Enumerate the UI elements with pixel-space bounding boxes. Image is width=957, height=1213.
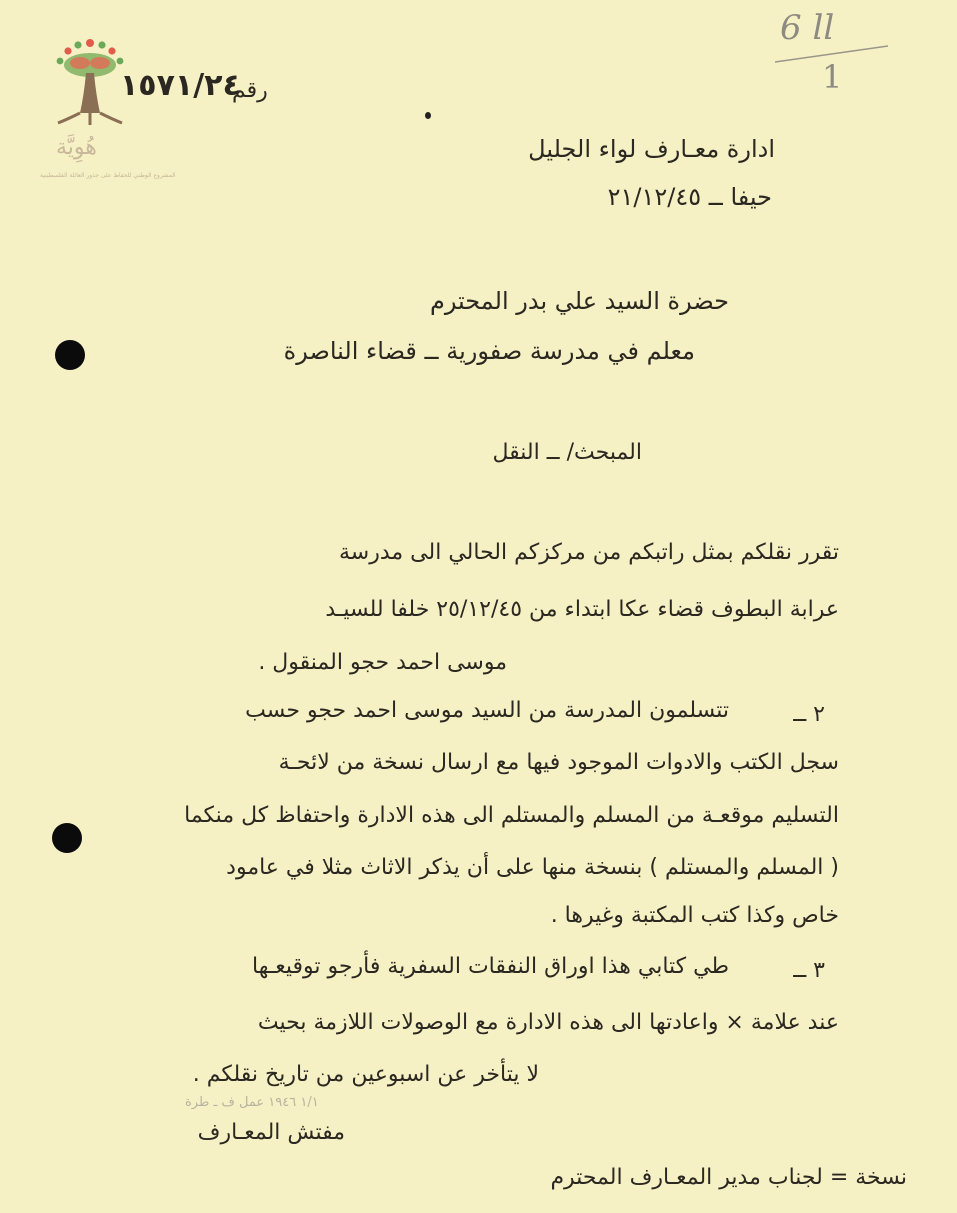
item2-line-4: ( المسلم والمستلم ) بنسخة منها على أن يذكر الاثاث مثلا في عامود <box>226 855 839 880</box>
item2-line-3: التسليم موقعـة من المسلم والمستلم الى هذه الادارة واحتفاظ كل منكما <box>184 803 839 828</box>
item3-line-1: طي كتابي هذا اوراق النفقات السفرية فأرجو توقيعـها <box>252 954 729 979</box>
item2-number: ٢ ــ <box>793 702 825 727</box>
addressee-position: معلم في مدرسة صفورية ــ قضاء الناصرة <box>283 337 695 365</box>
body-line-2: عرابة البطوف قضاء عكا ابتداء من ٢٥/١٢/٤٥ خلفا للسيـد <box>325 597 839 622</box>
item3-line-2: عند علامة × واعادتها الى هذه الادارة مع الوصولات اللازمة بحيث <box>257 1010 839 1035</box>
tree-logo-icon <box>50 35 130 135</box>
punch-hole <box>52 823 82 853</box>
ink-dot <box>425 112 431 119</box>
punch-hole <box>55 340 85 370</box>
watermark-title: هُوِيَّة <box>56 135 97 160</box>
subject-line: المبحث/ ــ النقل <box>492 440 642 465</box>
item3-line-3: لا يتأخر عن اسبوعين من تاريخ نقلكم . <box>192 1062 539 1087</box>
item3-number: ٣ ــ <box>793 958 825 983</box>
reference-number: ١٥٧١/٢٤ <box>120 68 241 103</box>
body-line-3: موسى احمد حجو المنقول . <box>258 650 507 675</box>
signature-title: مفتش المعـارف <box>197 1120 345 1145</box>
watermark-subtitle: المشروع الوطني للحفاظ على جذور العائلة الفلسطينية <box>40 172 176 179</box>
archive-subnumber: 1 <box>822 58 843 96</box>
body-line-1: تقرر نقلكم بمثل راتبكم من مركزكم الحالي الى مدرسة <box>339 540 839 565</box>
faint-note: ١/١ ١٩٤٦ عمل ف ـ طرة <box>185 1095 319 1110</box>
item2-line-2: سجل الكتب والادوات الموجود فيها مع ارسال نسخة من لائحـة <box>278 750 839 775</box>
item2-line-1: تتسلمون المدرسة من السيد موسى احمد حجو حسب <box>245 698 729 723</box>
place-date: حيفا ــ ٢١/١٢/٤٥ <box>607 183 772 211</box>
item2-line-5: خاص وكذا كتب المكتبة وغيرها . <box>550 903 839 928</box>
copy-recipient: نسخة = لجناب مدير المعـارف المحترم <box>550 1165 907 1190</box>
addressee-name: حضرة السيد علي بدر المحترم <box>429 287 729 315</box>
reference-prefix: رقم <box>232 78 268 103</box>
office-name: ادارة معـارف لواء الجليل <box>528 135 775 163</box>
archive-number: 6 ll <box>780 8 835 48</box>
